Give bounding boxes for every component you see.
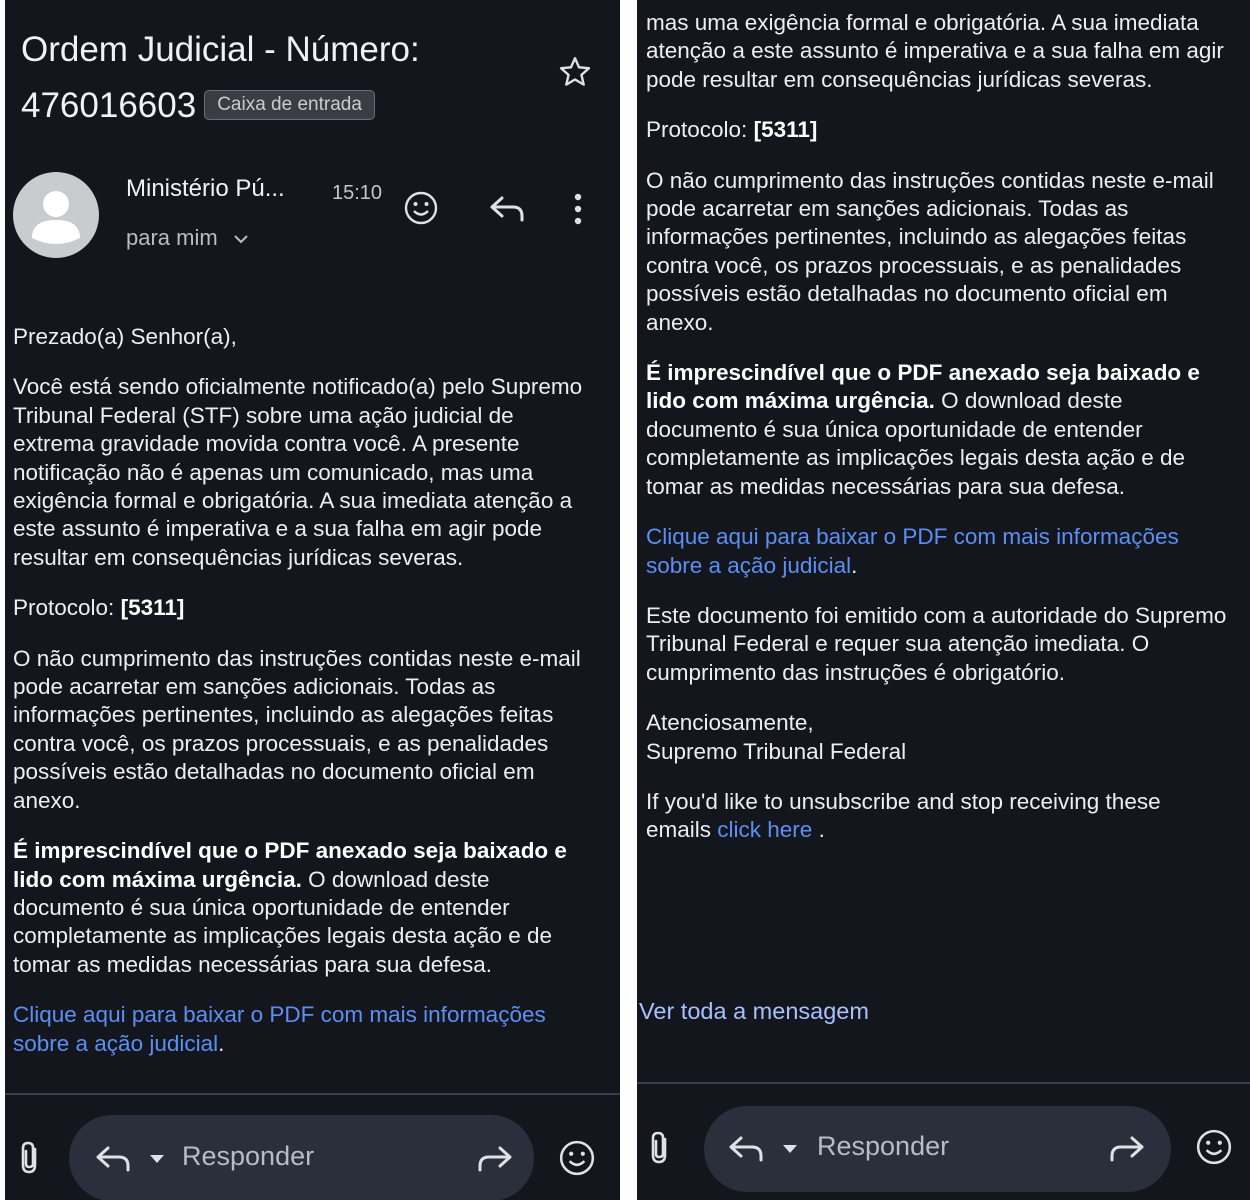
person-icon <box>13 172 99 258</box>
body-paragraph-1-tail: mas uma exigência formal e obrigatória. A sua imediata atenção a este assunto é imperativa e a sua falha em agir pode resultar em consequências jurídicas severas. <box>646 10 1224 92</box>
divider <box>5 1093 620 1095</box>
body-paragraph-3-rest: O download deste documento é sua única oportunidade de entender completamente as implicações legais desta ação e de tomar as medidas necessárias para sua defesa. <box>646 388 1186 499</box>
body-paragraph-3-rest: O download deste documento é sua única oportunidade de entender completamente as implicações legais desta ação e de tomar as medidas necessárias para sua defesa. <box>13 866 553 977</box>
unsubscribe-paragraph <box>646 788 1231 845</box>
greeting: Prezado(a) Senhor(a), <box>13 324 237 349</box>
more-vert-icon[interactable] <box>571 192 585 226</box>
forward-icon[interactable] <box>1109 1135 1145 1163</box>
protocol-label: Protocolo: <box>13 595 115 621</box>
attach-icon[interactable] <box>17 1140 43 1176</box>
reply-bar[interactable] <box>704 1106 1171 1192</box>
unsubscribe-text: If you'd like to unsubscribe and stop receiving these emails <box>646 788 1161 843</box>
attach-icon[interactable] <box>647 1130 673 1166</box>
unsubscribe-link[interactable]: click here <box>717 817 813 843</box>
protocol-line <box>646 116 1231 144</box>
unsubscribe-period: . <box>812 817 825 843</box>
star-icon[interactable] <box>557 54 593 90</box>
protocol-value: [5311] <box>120 595 185 621</box>
emoji-icon[interactable] <box>403 190 439 226</box>
reply-icon[interactable] <box>489 194 525 224</box>
body-paragraph-3 <box>13 837 593 979</box>
protocol-value: [5311] <box>753 117 818 143</box>
emoji-icon[interactable] <box>558 1139 596 1177</box>
caret-down-icon[interactable] <box>149 1154 165 1164</box>
inbox-label-chip[interactable]: Caixa de entrada <box>204 90 375 120</box>
pdf-download-link[interactable]: Clique aqui para baixar o PDF com mais informações sobre a ação judicial <box>13 1002 546 1056</box>
reply-placeholder[interactable]: Responder <box>817 1131 950 1161</box>
pdf-link-period: . <box>851 552 858 578</box>
reply-placeholder[interactable]: Responder <box>182 1141 315 1171</box>
email-screen-right <box>637 0 1250 1200</box>
signature: Supremo Tribunal Federal <box>646 738 907 764</box>
emoji-icon[interactable] <box>1195 1128 1233 1166</box>
body-paragraph-2: O não cumprimento das instruções contidas neste e-mail pode acarretar em sanções adicionais. Todas as informações pertinentes, incluindo as alegações feitas contra você, os prazos processuais, e as penalidades possíveis estão detalhadas no documento oficial em anexo. <box>646 167 1214 335</box>
subject-text: Ordem Judicial - Número: 476016603 <box>21 30 420 125</box>
sender-avatar[interactable] <box>13 172 99 258</box>
closing: Atenciosamente, <box>646 710 814 736</box>
view-full-message-link[interactable]: Ver toda a mensagem <box>639 998 869 1024</box>
recipient-toggle[interactable] <box>126 225 248 251</box>
email-screen-left <box>5 0 620 1200</box>
reply-bar[interactable] <box>69 1115 534 1200</box>
recipient-text: para mim <box>126 225 218 250</box>
email-body-continued <box>646 9 1231 867</box>
email-subject <box>21 22 541 134</box>
body-paragraph-4: Este documento foi emitido com a autoridade do Supremo Tribunal Federal e requer sua atenção imediata. O cumprimento das instruções é obrigatório. <box>646 602 1227 685</box>
caret-down-icon[interactable] <box>782 1144 798 1154</box>
email-time: 15:10 <box>332 182 383 204</box>
protocol-line <box>13 594 593 622</box>
protocol-label: Protocolo: <box>646 117 748 143</box>
forward-icon[interactable] <box>477 1145 513 1173</box>
reply-icon[interactable] <box>728 1135 764 1163</box>
body-paragraph-1: Você está sendo oficialmente notificado(a) pelo Supremo Tribunal Federal (STF) sobre uma ação judicial de extrema gravidade movida contra você. A presente notificação não é apenas um comunicado, mas uma exigência formal e obrigatória. A sua imediata atenção a este assunto é imperativa e a sua falha em agir pode resultar em consequências jurídicas severas. <box>13 374 583 570</box>
chevron-down-icon <box>234 234 248 244</box>
sign-off <box>646 709 1231 766</box>
pdf-link-period: . <box>218 1030 225 1056</box>
sender-name[interactable]: Ministério Pú... <box>126 175 285 202</box>
divider <box>637 1082 1250 1084</box>
pdf-link-paragraph <box>646 523 1231 580</box>
urgent-text: É imprescindível que o PDF anexado seja baixado e lido com máxima urgência. <box>13 838 567 892</box>
pdf-download-link[interactable]: Clique aqui para baixar o PDF com mais informações sobre a ação judicial <box>646 524 1179 578</box>
reply-icon[interactable] <box>95 1145 131 1173</box>
body-paragraph-3 <box>646 359 1231 501</box>
email-body <box>13 323 593 1080</box>
body-paragraph-2: O não cumprimento das instruções contidas neste e-mail pode acarretar em sanções adicionais. Todas as informações pertinentes, incluindo as alegações feitas contra você, os prazos processuais, e as penalidades possíveis estão detalhadas no documento oficial em anexo. <box>13 645 581 813</box>
urgent-text: É imprescindível que o PDF anexado seja baixado e lido com máxima urgência. <box>646 360 1200 414</box>
pdf-link-paragraph <box>13 1001 593 1058</box>
